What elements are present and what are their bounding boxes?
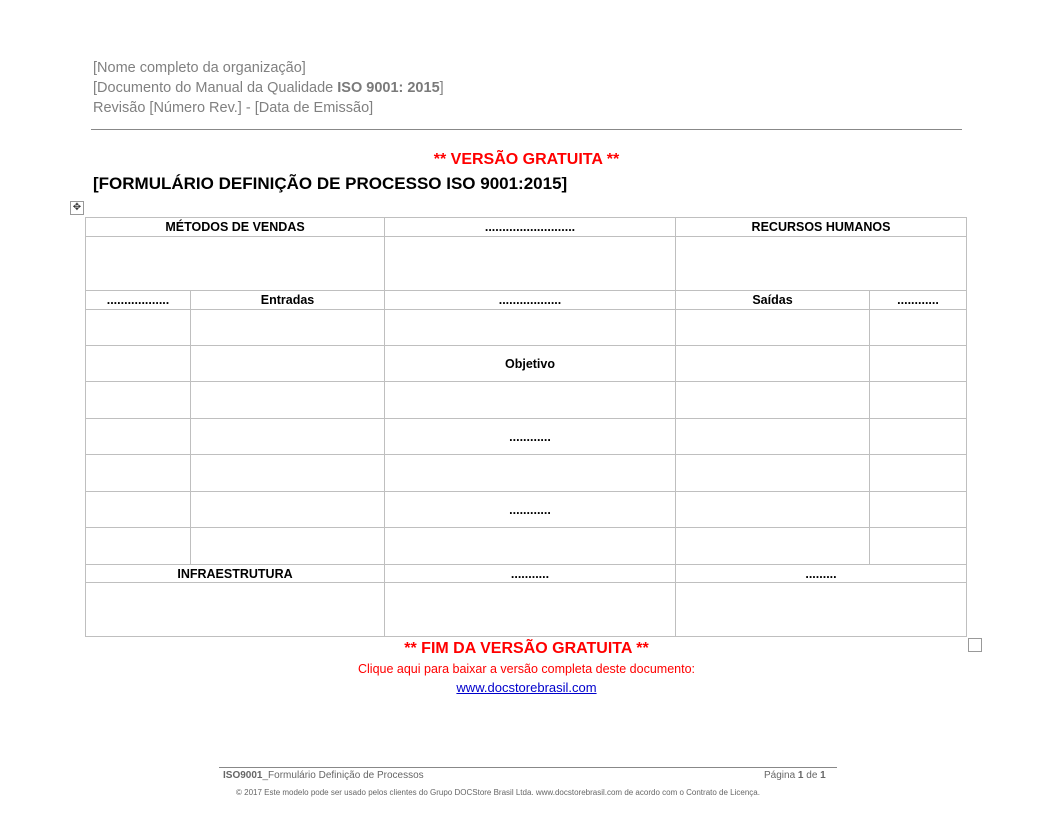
cell[interactable] (870, 528, 967, 565)
cell-header-mid[interactable]: .......................... (385, 218, 676, 237)
page-label: Página (764, 770, 798, 781)
cell[interactable] (86, 419, 191, 455)
free-version-banner: ** VERSÃO GRATUITA ** (433, 151, 620, 168)
cell[interactable] (676, 528, 870, 565)
cell[interactable] (870, 419, 967, 455)
copyright: © 2017 Este modelo pode ser usado pelos clientes do Grupo DOCStore Brasil Ltda. www.docstorebrasil.com de acordo com o Contrato de Licença. (236, 788, 760, 797)
doc-prefix: [Documento do Manual da Qualidade (93, 80, 338, 96)
header-divider (91, 129, 962, 130)
footer-doc-code: ISO9001 (223, 770, 263, 781)
cell[interactable] (676, 419, 870, 455)
footer-divider (219, 767, 837, 768)
page-number (764, 770, 826, 781)
org-name: [Nome completo da organização] (93, 60, 306, 76)
cell-outputs[interactable]: Saídas (676, 291, 870, 310)
doc-standard: ISO 9001: 2015 (337, 80, 440, 96)
download-link[interactable]: www.docstorebrasil.com (456, 680, 597, 695)
cell[interactable]: ............ (385, 492, 676, 528)
cell[interactable] (191, 346, 385, 382)
cell[interactable] (86, 583, 385, 637)
cell[interactable]: ............ (870, 291, 967, 310)
cell[interactable] (676, 346, 870, 382)
cell[interactable] (385, 583, 676, 637)
table-move-handle-icon[interactable]: ✥ (70, 201, 84, 215)
cell-objective[interactable]: Objetivo (385, 346, 676, 382)
process-table (85, 217, 967, 637)
cell[interactable] (86, 382, 191, 419)
cell[interactable] (191, 382, 385, 419)
total-pages: 1 (820, 770, 826, 781)
cell[interactable] (86, 455, 191, 492)
doc-name (93, 78, 444, 98)
cell[interactable] (385, 310, 676, 346)
cell[interactable] (676, 492, 870, 528)
cell[interactable] (191, 528, 385, 565)
cell[interactable] (676, 382, 870, 419)
page-title: [FORMULÁRIO DEFINIÇÃO DE PROCESSO ISO 9001:2015] (93, 174, 568, 193)
cell[interactable] (191, 419, 385, 455)
cell[interactable]: ......... (676, 565, 967, 583)
cell[interactable]: .................. (385, 291, 676, 310)
current-page: 1 (797, 770, 804, 781)
cell[interactable] (676, 310, 870, 346)
cell[interactable] (385, 528, 676, 565)
cell-human-resources[interactable]: RECURSOS HUMANOS (676, 218, 967, 237)
cell[interactable] (870, 382, 967, 419)
cell[interactable]: ............ (385, 419, 676, 455)
footer-doc-name (223, 770, 424, 781)
cell[interactable] (191, 455, 385, 492)
revision: Revisão [Número Rev.] - [Data de Emissão] (93, 100, 374, 116)
cell[interactable] (870, 310, 967, 346)
cell[interactable] (385, 455, 676, 492)
cell[interactable] (191, 492, 385, 528)
cell[interactable]: .................. (86, 291, 191, 310)
footer-doc-title: _Formulário Definição de Processos (262, 770, 424, 781)
cell[interactable] (870, 492, 967, 528)
doc-suffix: ] (439, 80, 444, 96)
cell[interactable] (191, 310, 385, 346)
download-text: Clique aqui para baixar a versão completa deste documento: (357, 662, 695, 676)
cell[interactable] (676, 237, 967, 291)
cell[interactable] (870, 346, 967, 382)
cell[interactable] (86, 346, 191, 382)
cell[interactable]: ........... (385, 565, 676, 583)
end-free-version-banner: ** FIM DA VERSÃO GRATUITA ** (404, 640, 649, 657)
document-header (93, 58, 444, 118)
cell-infrastructure[interactable]: INFRAESTRUTURA (86, 565, 385, 583)
page-of: de (803, 770, 821, 781)
cell-sales-methods[interactable]: MÉTODOS DE VENDAS (86, 218, 385, 237)
cell[interactable] (86, 528, 191, 565)
cell[interactable] (385, 382, 676, 419)
cell[interactable] (385, 237, 676, 291)
cell[interactable] (676, 583, 967, 637)
cell-inputs[interactable]: Entradas (191, 291, 385, 310)
cell[interactable] (676, 455, 870, 492)
cell[interactable] (870, 455, 967, 492)
cell[interactable] (86, 237, 385, 291)
cell[interactable] (86, 310, 191, 346)
cell[interactable] (86, 492, 191, 528)
